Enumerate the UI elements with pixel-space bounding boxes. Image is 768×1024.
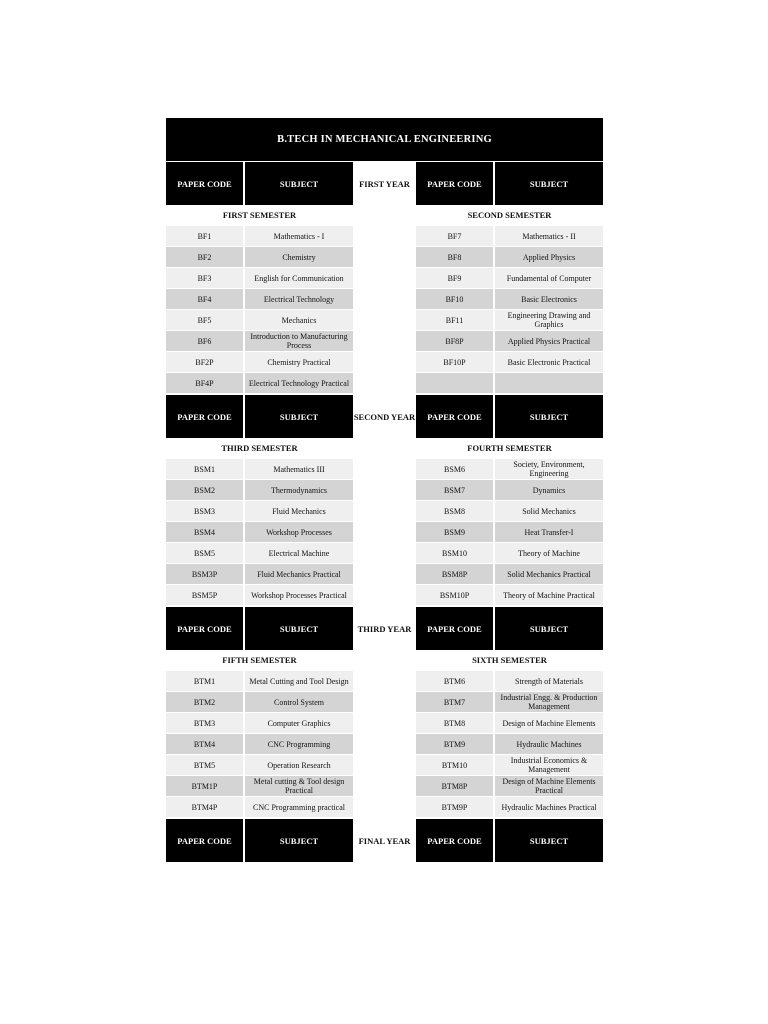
paper-code-cell: BTM9: [416, 734, 493, 754]
left-semester-title: FIRST SEMESTER: [222, 210, 297, 220]
paper-code-cell: BSM4: [166, 522, 243, 542]
paper-code-cell: BF2P: [166, 352, 243, 372]
subject-cell: Dynamics: [495, 480, 603, 500]
paper-code-cell: BF7: [416, 226, 493, 246]
paper-code-header: PAPER CODE: [166, 162, 243, 205]
table-row: [166, 713, 603, 734]
paper-code-cell: BF8P: [416, 331, 493, 351]
subject-cell: Basic Electronic Practical: [495, 352, 603, 372]
subject-cell: Fluid Mechanics Practical: [245, 564, 353, 584]
paper-code-cell: BF5: [166, 310, 243, 330]
subject-cell: Theory of Machine: [495, 543, 603, 563]
table-row: [166, 289, 603, 310]
subject-cell: Applied Physics Practical: [495, 331, 603, 351]
table-row: [166, 247, 603, 268]
paper-code-cell: BF4: [166, 289, 243, 309]
subject-cell: Electrical Technology Practical: [245, 373, 353, 393]
subject-cell: Workshop Processes Practical: [245, 585, 353, 605]
year-label: SECOND YEAR: [353, 411, 416, 422]
subject-header: SUBJECT: [245, 607, 353, 650]
subject-cell: Mechanics: [245, 310, 353, 330]
paper-code-cell: BSM2: [166, 480, 243, 500]
paper-code-cell: BTM1: [166, 671, 243, 691]
semester-titles: [166, 650, 603, 671]
subject-header: SUBJECT: [495, 395, 603, 438]
subject-cell: Basic Electronics: [495, 289, 603, 309]
subject-header: SUBJECT: [495, 162, 603, 205]
curriculum-table: [166, 118, 603, 862]
paper-code-cell: BSM5P: [166, 585, 243, 605]
paper-code-cell: BF10: [416, 289, 493, 309]
paper-code-header: PAPER CODE: [166, 607, 243, 650]
subject-cell: Metal cutting & Tool design Practical: [245, 776, 353, 796]
table-row: [166, 459, 603, 480]
semester-titles: [166, 438, 603, 459]
paper-code-cell: BF8: [416, 247, 493, 267]
table-row: [166, 226, 603, 247]
subject-cell: Applied Physics: [495, 247, 603, 267]
subject-cell: Strength of Materials: [495, 671, 603, 691]
paper-code-cell: [416, 373, 493, 393]
year-label: THIRD YEAR: [357, 623, 412, 634]
subject-cell: CNC Programming: [245, 734, 353, 754]
year-label: FINAL YEAR: [358, 835, 411, 846]
paper-code-cell: BSM5: [166, 543, 243, 563]
paper-code-cell: BSM3P: [166, 564, 243, 584]
subject-cell: [495, 373, 603, 393]
paper-code-header: PAPER CODE: [166, 819, 243, 862]
paper-code-header: PAPER CODE: [416, 395, 493, 438]
subject-cell: Computer Graphics: [245, 713, 353, 733]
subject-cell: Fluid Mechanics: [245, 501, 353, 521]
right-semester-title: SECOND SEMESTER: [467, 210, 552, 220]
paper-code-cell: BSM6: [416, 459, 493, 479]
table-row: [166, 776, 603, 797]
paper-code-cell: BSM10: [416, 543, 493, 563]
subject-cell: CNC Programming practical: [245, 797, 353, 817]
subject-header: SUBJECT: [495, 607, 603, 650]
paper-code-cell: BTM7: [416, 692, 493, 712]
table-row: [166, 734, 603, 755]
subject-cell: Chemistry Practical: [245, 352, 353, 372]
left-semester-title: FIFTH SEMESTER: [222, 655, 297, 665]
paper-code-cell: BSM8: [416, 501, 493, 521]
table-row: [166, 310, 603, 331]
year-header: [166, 819, 603, 862]
paper-code-header: PAPER CODE: [416, 607, 493, 650]
subject-header: SUBJECT: [245, 162, 353, 205]
subject-cell: Mathematics - I: [245, 226, 353, 246]
year-header: [166, 607, 603, 650]
table-row: [166, 268, 603, 289]
paper-code-cell: BF6: [166, 331, 243, 351]
subject-cell: Fundamental of Computer: [495, 268, 603, 288]
paper-code-cell: BF3: [166, 268, 243, 288]
paper-code-cell: BTM10: [416, 755, 493, 775]
table-row: [166, 585, 603, 606]
year-label: FIRST YEAR: [359, 178, 410, 189]
table-row: [166, 373, 603, 394]
paper-code-cell: BSM1: [166, 459, 243, 479]
subject-cell: Hydraulic Machines: [495, 734, 603, 754]
table-row: [166, 797, 603, 818]
right-semester-title: SIXTH SEMESTER: [472, 655, 547, 665]
subject-cell: Operation Research: [245, 755, 353, 775]
paper-code-cell: BTM6: [416, 671, 493, 691]
year-header: [166, 395, 603, 438]
subject-cell: Electrical Machine: [245, 543, 353, 563]
paper-code-cell: BTM8: [416, 713, 493, 733]
subject-cell: Hydraulic Machines Practical: [495, 797, 603, 817]
paper-code-cell: BF10P: [416, 352, 493, 372]
subject-cell: English for Communication: [245, 268, 353, 288]
subject-cell: Industrial Economics & Management: [495, 755, 603, 775]
paper-code-cell: BTM3: [166, 713, 243, 733]
subject-cell: Design of Machine Elements Practical: [495, 776, 603, 796]
year-header: [166, 162, 603, 205]
subject-cell: Thermodynamics: [245, 480, 353, 500]
subject-cell: Mathematics III: [245, 459, 353, 479]
document-title: B.TECH IN MECHANICAL ENGINEERING: [166, 118, 603, 161]
subject-cell: Theory of Machine Practical: [495, 585, 603, 605]
paper-code-header: PAPER CODE: [416, 162, 493, 205]
subject-cell: Metal Cutting and Tool Design: [245, 671, 353, 691]
paper-code-cell: BF9: [416, 268, 493, 288]
table-row: [166, 352, 603, 373]
right-semester-title: FOURTH SEMESTER: [467, 443, 552, 453]
table-row: [166, 331, 603, 352]
paper-code-cell: BTM1P: [166, 776, 243, 796]
paper-code-cell: BSM3: [166, 501, 243, 521]
paper-code-cell: BTM2: [166, 692, 243, 712]
paper-code-cell: BTM4: [166, 734, 243, 754]
paper-code-cell: BTM5: [166, 755, 243, 775]
subject-header: SUBJECT: [495, 819, 603, 862]
paper-code-cell: BF1: [166, 226, 243, 246]
semester-titles: [166, 205, 603, 226]
table-row: [166, 543, 603, 564]
paper-code-header: PAPER CODE: [166, 395, 243, 438]
subject-cell: Chemistry: [245, 247, 353, 267]
paper-code-cell: BSM9: [416, 522, 493, 542]
paper-code-header: PAPER CODE: [416, 819, 493, 862]
subject-cell: Engineering Drawing and Graphics: [495, 310, 603, 330]
paper-code-cell: BTM9P: [416, 797, 493, 817]
table-row: [166, 522, 603, 543]
subject-cell: Solid Mechanics Practical: [495, 564, 603, 584]
subject-cell: Introduction to Manufacturing Process: [245, 331, 353, 351]
paper-code-cell: BF2: [166, 247, 243, 267]
subject-cell: Society, Environment, Engineering: [495, 459, 603, 479]
paper-code-cell: BTM4P: [166, 797, 243, 817]
subject-cell: Industrial Engg. & Production Management: [495, 692, 603, 712]
paper-code-cell: BTM8P: [416, 776, 493, 796]
table-row: [166, 755, 603, 776]
paper-code-cell: BSM7: [416, 480, 493, 500]
subject-cell: Mathematics - II: [495, 226, 603, 246]
subject-header: SUBJECT: [245, 819, 353, 862]
table-row: [166, 692, 603, 713]
paper-code-cell: BSM8P: [416, 564, 493, 584]
subject-header: SUBJECT: [245, 395, 353, 438]
subject-cell: Heat Transfer-I: [495, 522, 603, 542]
paper-code-cell: BSM10P: [416, 585, 493, 605]
subject-cell: Design of Machine Elements: [495, 713, 603, 733]
table-row: [166, 480, 603, 501]
table-row: [166, 501, 603, 522]
table-row: [166, 671, 603, 692]
paper-code-cell: BF4P: [166, 373, 243, 393]
left-semester-title: THIRD SEMESTER: [221, 443, 298, 453]
subject-cell: Control System: [245, 692, 353, 712]
paper-code-cell: BF11: [416, 310, 493, 330]
subject-cell: Solid Mechanics: [495, 501, 603, 521]
subject-cell: Workshop Processes: [245, 522, 353, 542]
subject-cell: Electrical Technology: [245, 289, 353, 309]
table-row: [166, 564, 603, 585]
